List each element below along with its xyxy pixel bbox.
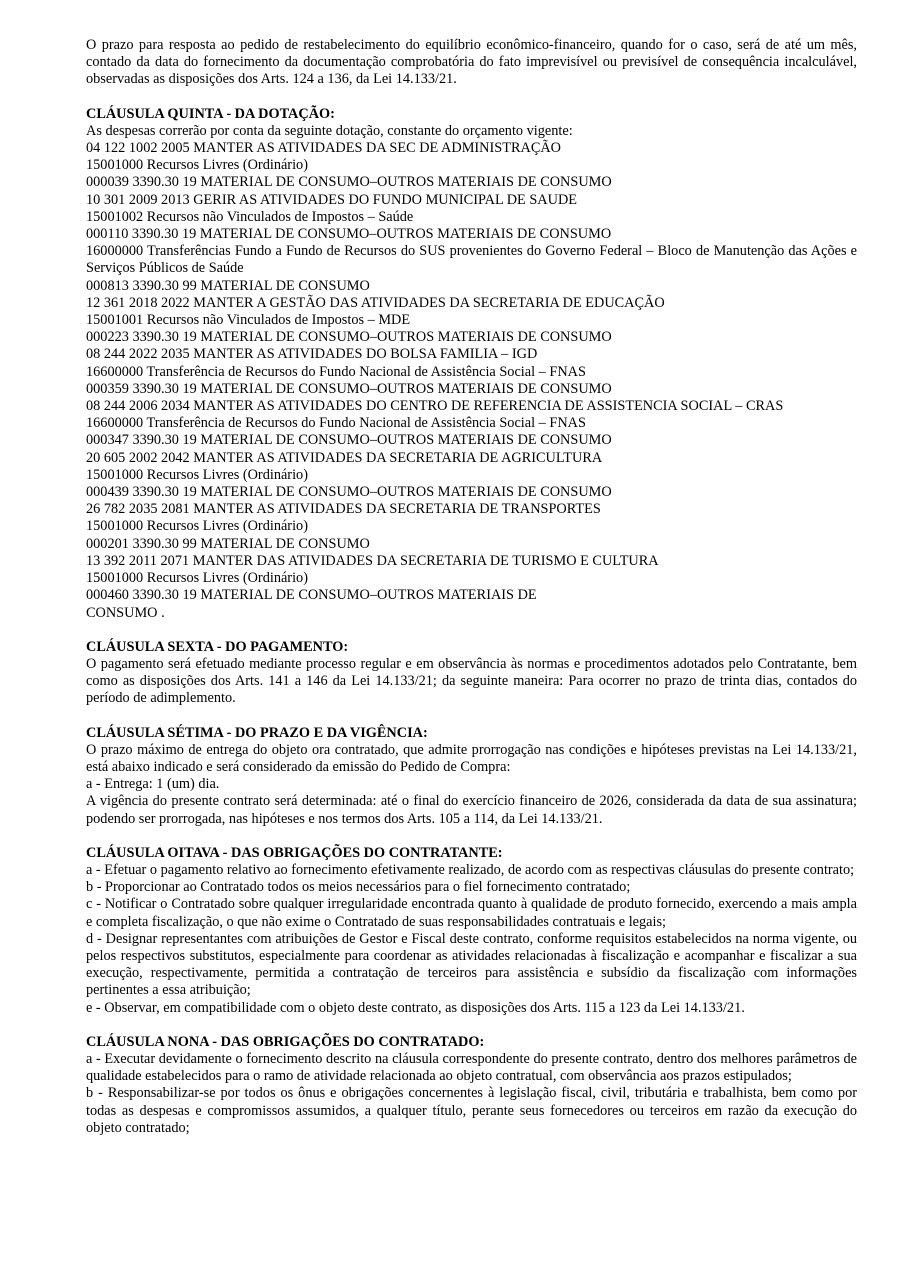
dotacao-line: 000439 3390.30 19 MATERIAL DE CONSUMO–OUTROS MATERIAIS DE CONSUMO — [86, 484, 612, 501]
dotacao-line: CONSUMO . — [86, 604, 165, 621]
clausula-sexta-heading: CLÁUSULA SEXTA - DO PAGAMENTO: — [86, 638, 349, 655]
obrigacao-item: b - Proporcionar ao Contratado todos os meios necessários para o fiel fornecimento contratado; — [86, 879, 631, 896]
dotacao-line: 15001000 Recursos Livres (Ordinário) — [86, 518, 308, 535]
dotacao-line: 20 605 2002 2042 MANTER AS ATIVIDADES DA SECRETARIA DE AGRICULTURA — [86, 449, 603, 466]
dotacao-line: 13 392 2011 2071 MANTER DAS ATIVIDADES DA SECRETARIA DE TURISMO E CULTURA — [86, 552, 659, 569]
entrega-paragraph: a - Entrega: 1 (um) dia. — [86, 776, 220, 793]
clausula-oitava-heading: CLÁUSULA OITAVA - DAS OBRIGAÇÕES DO CONTRATANTE: — [86, 844, 503, 861]
obrigacao-item: e - Observar, em compatibilidade com o objeto deste contrato, as disposições dos Arts. 115 a 123 da Lei 14.133/21. — [86, 999, 745, 1016]
dotacao-line: 08 244 2006 2034 MANTER AS ATIVIDADES DO CENTRO DE REFERENCIA DE ASSISTENCIA SOCIAL – CRAS — [86, 398, 784, 415]
clausula-oitava — [86, 845, 857, 1017]
obrigacao-item: a - Executar devidamente o fornecimento descrito na cláusula correspondente do presente contrato, dentro dos melhores parâmetros de qualidade estabelecidos para o ramo de atividade relacionada ao objeto contratual, com observância aos prazos estipulados; — [86, 1050, 857, 1085]
dotacao-line: 15001000 Recursos Livres (Ordinário) — [86, 570, 308, 587]
intro-paragraph: O prazo para resposta ao pedido de restabelecimento do equilíbrio econômico-financeiro, quando for o caso, será de até um mês, contado da data do fornecimento da documentação comprobatória do fato imprevisível ou previsível de consequência incalculável, observadas as disposições dos Arts. 124 a 136, da Lei 14.133/21. — [86, 37, 857, 88]
pagamento-text: O pagamento será efetuado mediante processo regular e em observância às normas e procedimentos adotados pelo Contratante, bem como as disposições dos Arts. 141 a 146 da Lei 14.133/21; da seguinte maneira: Para ocorrer no prazo de trinta dias, contados do período de adimplemento. — [86, 655, 857, 707]
dotacao-line: 08 244 2022 2035 MANTER AS ATIVIDADES DO BOLSA FAMILIA – IGD — [86, 346, 538, 363]
obrigacao-item: b - Responsabilizar-se por todos os ônus e obrigações concernentes à legislação fiscal, civil, tributária e trabalhista, bem como por todas as despesas e compromissos assumidos, a qualquer título, perante seus fornecedores ou terceiros em razão da execução do objeto contratado; — [86, 1085, 857, 1136]
obrigacao-item: c - Notificar o Contratado sobre qualquer irregularidade encontrada quanto à qualidade de produto fornecido, exercendo a mais ampla e completa fiscalização, o que não exime o Contratado de suas responsabilidades contratuais e legais; — [86, 896, 857, 930]
dotacao-line: 000460 3390.30 19 MATERIAL DE CONSUMO–OUTROS MATERIAIS DE — [86, 587, 537, 604]
dotacao-line: 000201 3390.30 99 MATERIAL DE CONSUMO — [86, 535, 370, 552]
dotacao-line: 16000000 Transferências Fundo a Fundo de Recursos do SUS provenientes do Governo Federal – Bloco de Manutenção das Ações e Serviços Públicos de Saúde — [86, 243, 857, 277]
prazo-paragraph: O prazo máximo de entrega do objeto ora contratado, que admite prorrogação nas condições e hipóteses previstas na Lei 14.133/21, está abaixo indicado e será considerado da emissão do Pedido de Compra: — [86, 741, 857, 775]
dotacao-line: 000223 3390.30 19 MATERIAL DE CONSUMO–OUTROS MATERIAIS DE CONSUMO — [86, 329, 612, 346]
dotacao-line: 000039 3390.30 19 MATERIAL DE CONSUMO–OUTROS MATERIAIS DE CONSUMO — [86, 174, 612, 191]
clausula-nona-heading: CLÁUSULA NONA - DAS OBRIGAÇÕES DO CONTRATADO: — [86, 1033, 485, 1050]
clausula-nona — [86, 1034, 857, 1137]
obrigacao-item: a - Efetuar o pagamento relativo ao fornecimento efetivamente realizado, de acordo com as respectivas cláusulas do presente contrato; — [86, 861, 855, 878]
dotacao-line: 15001002 Recursos não Vinculados de Impostos – Saúde — [86, 208, 414, 225]
dotacao-line: 000813 3390.30 99 MATERIAL DE CONSUMO — [86, 277, 370, 294]
dotacao-line: 15001000 Recursos Livres (Ordinário) — [86, 466, 308, 483]
dotacao-line: 12 361 2018 2022 MANTER A GESTÃO DAS ATIVIDADES DA SECRETARIA DE EDUCAÇÃO — [86, 294, 665, 311]
clausula-quinta — [86, 106, 857, 622]
dotacao-line: 15001000 Recursos Livres (Ordinário) — [86, 157, 308, 174]
clausula-sexta — [86, 639, 857, 708]
clausula-setima-heading: CLÁUSULA SÉTIMA - DO PRAZO E DA VIGÊNCIA: — [86, 724, 428, 741]
dotacao-line: 10 301 2009 2013 GERIR AS ATIVIDADES DO FUNDO MUNICIPAL DE SAUDE — [86, 191, 578, 208]
dotacao-line: 16600000 Transferência de Recursos do Fundo Nacional de Assistência Social – FNAS — [86, 415, 586, 432]
dotacao-intro: As despesas correrão por conta da seguinte dotação, constante do orçamento vigente: — [86, 122, 573, 139]
dotacao-line: 04 122 1002 2005 MANTER AS ATIVIDADES DA SEC DE ADMINISTRAÇÃO — [86, 140, 562, 157]
dotacao-line: 26 782 2035 2081 MANTER AS ATIVIDADES DA SECRETARIA DE TRANSPORTES — [86, 501, 601, 518]
dotacao-line: 000359 3390.30 19 MATERIAL DE CONSUMO–OUTROS MATERIAIS DE CONSUMO — [86, 380, 612, 397]
dotacao-line: 15001001 Recursos não Vinculados de Impostos – MDE — [86, 312, 411, 329]
dotacao-line: 000347 3390.30 19 MATERIAL DE CONSUMO–OUTROS MATERIAIS DE CONSUMO — [86, 432, 612, 449]
vigencia-paragraph: A vigência do presente contrato será determinada: até o final do exercício financeiro de 2026, considerada da data de sua assinatura; podendo ser prorrogada, nas hipóteses e nos termos dos Arts. 105 a 114, da Lei 14.133/21. — [86, 793, 857, 827]
clausula-setima — [86, 725, 857, 828]
dotacao-line: 16600000 Transferência de Recursos do Fundo Nacional de Assistência Social – FNAS — [86, 363, 586, 380]
clausula-quinta-heading: CLÁUSULA QUINTA - DA DOTAÇÃO: — [86, 105, 335, 122]
obrigacao-item: d - Designar representantes com atribuições de Gestor e Fiscal deste contrato, conforme requisitos estabelecidos na norma vigente, ou pelos respectivos substitutos, especialmente para coordenar as atividades relacionadas à fiscalização e acompanhar e fiscalizar a sua execução, respectivamente, permitida a contratação de terceiros para assistência e subsídio da fiscalização com informações pertinentes a essa atribuição; — [86, 930, 857, 999]
dotacao-line: 000110 3390.30 19 MATERIAL DE CONSUMO–OUTROS MATERIAIS DE CONSUMO — [86, 226, 612, 243]
